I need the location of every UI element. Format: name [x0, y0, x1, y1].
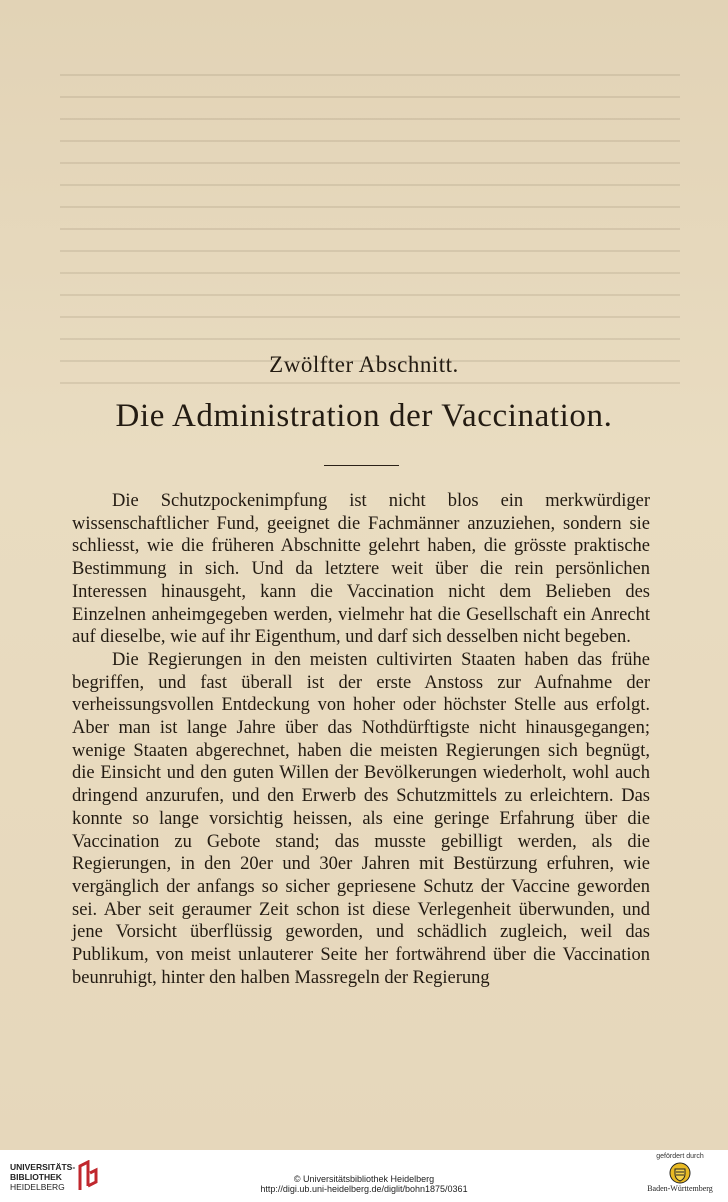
footer-bar [0, 1150, 728, 1202]
bleed-through-texture [60, 60, 680, 390]
body-text [72, 490, 650, 989]
copyright-text: © Universitätsbibliothek Heidelberg [293, 1174, 435, 1184]
library-name-line3: HEIDELBERG [10, 1182, 65, 1192]
footer-credits [0, 1174, 728, 1194]
funder-logo[interactable] [636, 1152, 724, 1202]
funder-name: Baden-Württemberg [647, 1184, 713, 1193]
title-divider [324, 465, 399, 466]
paragraph-2: Die Regierungen in den meisten cultivirten Staaten haben das frühe begriffen, und fast überall ist der erste Anstoss zur Aufnahme der verheissungsvollen Entdeckung von hoher oder höchster Stelle aus erfolgt. Aber man ist lange Jahre über das Nothdürftigste nicht hinausgegangen; wenige Staaten abgerechnet, haben die meisten Regierungen sich begnügt, die Einsicht und den guten Willen der Bevölkerungen wiederholt, wohl auch dringend anzurufen, und den Erwerb des Schutzmittels zu erleichtern. Das konnte so lange vorsichtig heissen, als eine geringe Erfahrung über die Vaccination zu Gebote stand; das musste gebilligt werden, als die Regierungen, in den 20er und 30er Jahren mit Bestürzung erfuhren, wie vergänglich der anfangs so sicher gepriesene Schutz der Vaccine geworden sei. Aber seit geraumer Zeit schon ist diese Verlegenheit überwunden, und jene Vorsicht überflüssig geworden, und schädlich zugleich, weil das Publikum, von meist unlauterer Seite her fortwährend über die Vaccination beunruhigt, hinter den halben Massregeln der Regierung [72, 649, 650, 988]
chapter-title: Die Administration der Vaccination. [115, 398, 613, 434]
section-heading: Zwölfter Abschnitt. [269, 352, 459, 377]
permalink-url[interactable]: http://digi.ub.uni-heidelberg.de/diglit/bohn1875/0361 [260, 1184, 468, 1194]
paragraph-1: Die Schutzpockenimpfung ist nicht blos ein merkwürdiger wissenschaftlicher Fund, geeignet die Fachmänner anzuziehen, sondern sie schliesst, wie die früheren Abschnitte gelehrt haben, die grösste praktische Bestimmung in sich. Und da letztere weit über die rein persönlichen Interessen hinausgeht, kann die Vaccination nicht dem Belieben des Einzelnen anheimgegeben werden, vielmehr hat die Gesellschaft ein Anrecht auf dieselbe, wie auf ihr Eigenthum, und darf sich desselben nicht begeben. [72, 491, 650, 648]
crest-icon [669, 1162, 691, 1184]
library-name-line2: BIBLIOTHEK [10, 1172, 62, 1182]
funded-by-label: gefördert durch [656, 1153, 704, 1160]
library-name-line1: UNIVERSITÄTS- [10, 1162, 76, 1172]
